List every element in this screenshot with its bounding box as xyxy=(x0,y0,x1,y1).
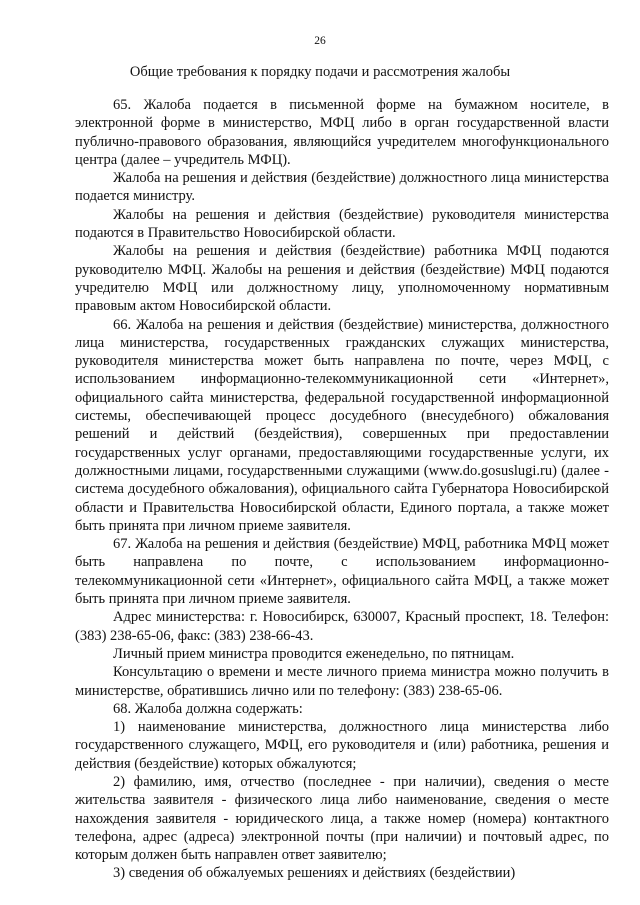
paragraph-67: 67. Жалоба на решения и действия (бездействие) МФЦ, работника МФЦ может быть направлена по почте, с использованием информационно-телекоммуникационной сети «Интернет», официального сайта МФЦ, а также может быть принята при личном приеме заявителя. xyxy=(75,536,609,608)
paragraph-65: 65. Жалоба подается в письменной форме на бумажном носителе, в электронной форме в министерство, МФЦ либо в орган государственной власти публично-правового образования, являющийся учредителем многофункционального центра (далее – учредитель МФЦ). xyxy=(75,97,609,168)
paragraph-complaint-official: Жалоба на решения и действия (бездействие) должностного лица министерства подается министру. xyxy=(75,170,609,205)
list-item-2: 2) фамилию, имя, отчество (последнее - при наличии), сведения о месте жительства заявителя - физического лица либо наименование, сведения о месте нахождения заявителя - юридического лица, а также номер (номера) контактного телефона, адрес (адреса) электронной почты (при наличии) и почтовый адрес, по которым должен быть направлен ответ заявителю; xyxy=(75,773,609,864)
paragraph-consultation: Консультацию о времени и месте личного приема министра можно получить в министерстве, обратившись лично или по телефону: (383) 238-65-06. xyxy=(75,664,609,699)
list-item-1: 1) наименование министерства, должностного лица министерства либо государственного служащего, МФЦ, его руководителя и (или) работника, решения и действия (бездействие) которых обжалуются; xyxy=(75,719,609,772)
paragraph-personal-reception: Личный прием министра проводится еженедельно, по пятницам. xyxy=(113,645,515,662)
list-item-3: 3) сведения об обжалуемых решениях и действиях (бездействии) xyxy=(113,865,516,882)
paragraph-complaint-mfc: Жалобы на решения и действия (бездействие) работника МФЦ подаются руководителю МФЦ. Жалобы на решения и действия (бездействие) МФЦ подаются учредителю МФЦ или должностному лицу, уполномоченному нормативным правовым актом Новосибирской области. xyxy=(75,243,609,315)
page-number: 26 xyxy=(314,35,326,47)
paragraph-68: 68. Жалоба должна содержать: xyxy=(113,700,303,717)
document-body xyxy=(75,96,609,883)
section-title: Общие требования к порядку подачи и рассмотрения жалобы xyxy=(129,64,511,80)
paragraph-66: 66. Жалоба на решения и действия (бездействие) министерства, должностного лица министерства, государственных гражданских служащих министерства, руководителя министерства может быть направлена по почте, через МФЦ, с использованием информационно-телекоммуникационной сети «Интернет», официального сайта министерства, федеральной государственной информационной системы, обеспечивающей процесс досудебного (внесудебного) обжалования решений и действий (бездействия), совершенных при предоставлении государственных услуг органами, предоставляющими государственные услуги, их должностными лицами, государственными служащими (www.do.gosuslugi.ru) (далее - система досудебного обжалования), официального сайта Губернатора Новосибирской области и Правительства Новосибирской области, Единого портала, а также может быть принята при личном приеме заявителя. xyxy=(75,316,609,534)
paragraph-complaint-head: Жалобы на решения и действия (бездействие) руководителя министерства подаются в Правительство Новосибирской области. xyxy=(75,206,609,242)
paragraph-ministry-address: Адрес министерства: г. Новосибирск, 630007, Красный проспект, 18. Телефон: (383) 238-65-06, факс: (383) 238-66-43. xyxy=(75,609,609,644)
